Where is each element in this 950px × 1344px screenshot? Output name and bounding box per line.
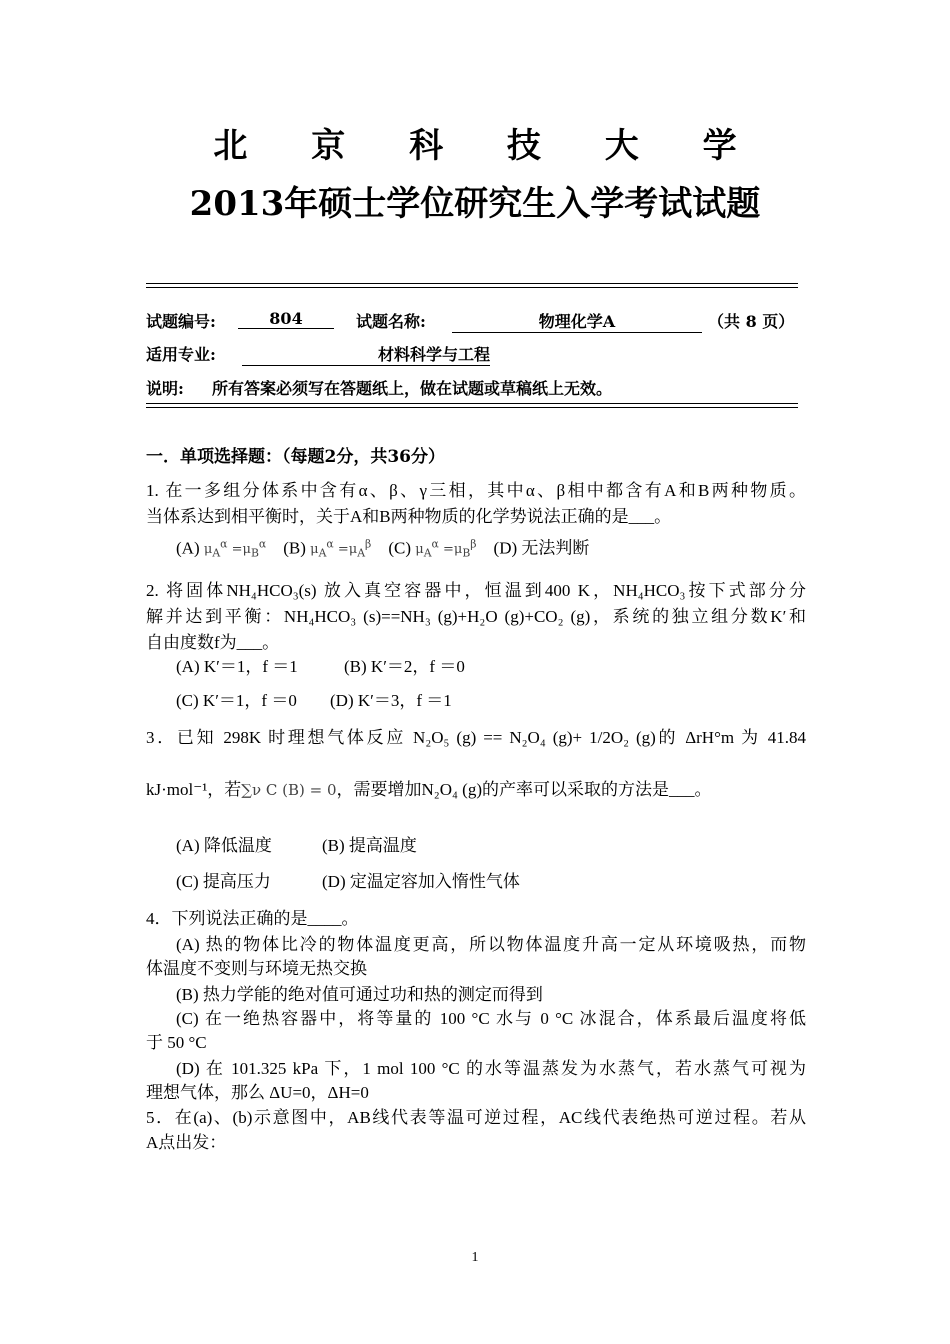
q4-opt-a-1: (A) 热的物体比冷的物体温度更高，所以物体温度升高一定从环境吸热，而物 (176, 935, 806, 954)
exam-title: 2013年硕士学位研究生入学考试试题 (189, 184, 761, 224)
q2-opt-d: (D) K′＝3，f ＝1 (330, 691, 452, 710)
q3-line2: kJ·mol⁻¹，若∑ν C (B) = 0，需要增加N₂O₄ (g)的产率可以采取的方法是___。 (146, 780, 712, 799)
q5-line2: A点出发： (146, 1133, 227, 1152)
q4-opt-b: (B) 热力学能的绝对值可通过功和热的测定而得到 (176, 985, 543, 1004)
q1-line2: 当体系达到相平衡时，关于A和B两种物质的化学势说法正确的是___。 (146, 507, 672, 526)
section-title: 一．单项选择题：（每题2分，共36分） (146, 447, 445, 467)
q2-line3: 自由度数f为___。 (146, 633, 280, 652)
name-value: 物理化学A (452, 309, 702, 333)
q1-opt-b-label: (B) (283, 538, 306, 558)
q3-opt-b: (B) 提高温度 (322, 836, 417, 855)
q1-opt-d: (D) 无法判断 (493, 538, 590, 558)
divider-bottom (146, 403, 798, 408)
q4-opt-d-1: (D) 在 101.325 kPa 下，1 mol 100 °C 的水等温蒸发为水蒸气，若水蒸气可视为 (176, 1059, 806, 1078)
q3-opt-a: (A) 降低温度 (176, 836, 272, 855)
q5-line1: 5．在(a)、(b)示意图中，AB线代表等温可逆过程，AC线代表绝热可逆过程。若从 (146, 1108, 806, 1127)
page-number: 1 (471, 1250, 479, 1265)
q3-line1: 3．已知 298K 时理想气体反应 N₂O₅ (g) == N₂O₄ (g)+ 1/2O₂ (g)的 ΔrH°m 为 41.84 (146, 728, 806, 747)
name-label: 试题名称: (356, 312, 426, 331)
note-label: 说明: (146, 379, 184, 398)
q3-opt-d: (D) 定温定容加入惰性气体 (322, 872, 520, 891)
q4-line1: 4．下列说法正确的是____。 (146, 909, 359, 928)
q2-opt-c: (C) K′＝1，f ＝0 (176, 691, 297, 710)
page-count: （共 8 页） (708, 312, 795, 331)
code-value: 804 (238, 309, 334, 329)
q4-opt-a-2: 体温度不变则与环境无热交换 (146, 959, 367, 978)
q1-opt-b-formula: $\mu_A^\alpha =\mu_A^\beta$ (310, 538, 372, 560)
q1-options (176, 534, 589, 565)
q2-line2: 解并达到平衡：NH₄HCO₃ (s)==NH₃ (g)+H₂O (g)+CO₂ (g)，系统的独立组分数K′和 (146, 607, 806, 626)
q2-line1: 2. 将固体NH₄HCO₃(s) 放入真空容器中，恒温到400 K，NH₄HCO₃按下式部分分 (146, 581, 806, 600)
q1-opt-c-label: (C) (388, 538, 411, 558)
q1-opt-a-label: (A) (176, 538, 200, 558)
q1-line1: 1. 在一多组分体系中含有α、β、γ三相，其中α、β相中都含有A和B两种物质。 (146, 481, 806, 500)
q2-opt-a: (A) K′＝1，f ＝1 (176, 657, 298, 676)
major-label: 适用专业: (146, 345, 216, 364)
q4-opt-c-2: 于 50 °C (146, 1033, 207, 1052)
divider-top (146, 283, 798, 288)
code-label: 试题编号: (146, 312, 216, 331)
q4-opt-c-1: (C) 在一绝热容器中，将等量的 100 °C 水与 0 °C 冰混合，体系最后温度将低 (176, 1009, 806, 1028)
q1-opt-c-formula: $\mu_A^\alpha =\mu_B^\beta$ (415, 538, 477, 560)
q1-opt-a-formula: $\mu_A^\alpha =\mu_B^\alpha$ (203, 538, 267, 560)
q3-sum-formula: ∑ν C (B) = 0 (241, 781, 337, 799)
note-text: 所有答案必须写在答题纸上，做在试题或草稿纸上无效。 (212, 379, 613, 398)
university-title: 北 京 科 技 大 学 (213, 126, 763, 166)
major-value: 材料科学与工程 (242, 342, 490, 366)
q2-opt-b: (B) K′＝2，f ＝0 (344, 657, 465, 676)
q3-opt-c: (C) 提高压力 (176, 872, 271, 891)
q4-opt-d-2: 理想气体，那么 ΔU=0，ΔH=0 (146, 1083, 369, 1102)
